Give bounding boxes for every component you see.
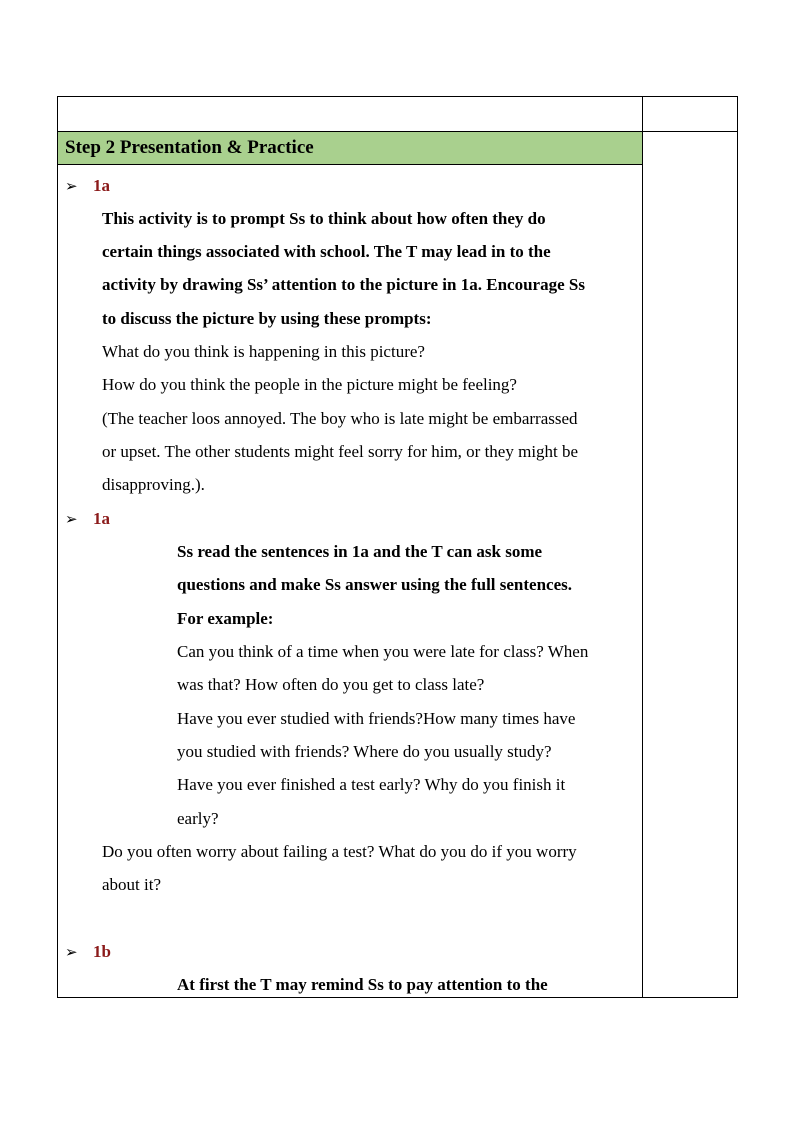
text-line: Ss read the sentences in 1a and the T can ask some xyxy=(177,542,543,561)
text-line: Do you often worry about failing a test? What do you do if you worry xyxy=(102,842,577,861)
section-tag: 1a xyxy=(93,509,110,528)
text-line: Have you ever finished a test early? Why do you finish it xyxy=(177,775,566,794)
text-line: you studied with friends? Where do you usually study? xyxy=(177,742,552,761)
text-line: What do you think is happening in this picture? xyxy=(102,342,425,361)
lesson-table xyxy=(57,96,738,998)
step-title: Step 2 Presentation & Practice xyxy=(65,137,314,158)
bullet-arrow-icon: ➢ xyxy=(65,179,78,195)
text-line: For example: xyxy=(177,609,274,628)
text-line: Have you ever studied with friends?How many times have xyxy=(177,709,576,728)
text-line: disapproving.). xyxy=(102,475,205,494)
text-line: (The teacher loos annoyed. The boy who is late might be embarrassed xyxy=(102,409,578,428)
bullet-arrow-icon: ➢ xyxy=(65,945,78,961)
text-line: questions and make Ss answer using the full sentences. xyxy=(177,575,573,594)
text-line: to discuss the picture by using these prompts: xyxy=(102,309,432,328)
text-line: Can you think of a time when you were late for class? When xyxy=(177,642,589,661)
section-tag: 1a xyxy=(93,176,110,195)
text-line: or upset. The other students might feel sorry for him, or they might be xyxy=(102,442,579,461)
step-header-cell xyxy=(58,132,642,165)
column-divider xyxy=(642,97,643,997)
bullet-arrow-icon: ➢ xyxy=(65,512,78,528)
section-tag: 1b xyxy=(93,942,111,961)
text-line: This activity is to prompt Ss to think about how often they do xyxy=(102,209,546,228)
text-line: activity by drawing Ss’ attention to the picture in 1a. Encourage Ss xyxy=(102,275,585,294)
text-line: certain things associated with school. The T may lead in to the xyxy=(102,242,551,261)
text-line: At first the T may remind Ss to pay attention to the xyxy=(177,975,548,994)
text-line: How do you think the people in the picture might be feeling? xyxy=(102,375,517,394)
text-line: was that? How often do you get to class late? xyxy=(177,675,485,694)
text-line: early? xyxy=(177,809,219,828)
text-line: about it? xyxy=(102,875,162,894)
